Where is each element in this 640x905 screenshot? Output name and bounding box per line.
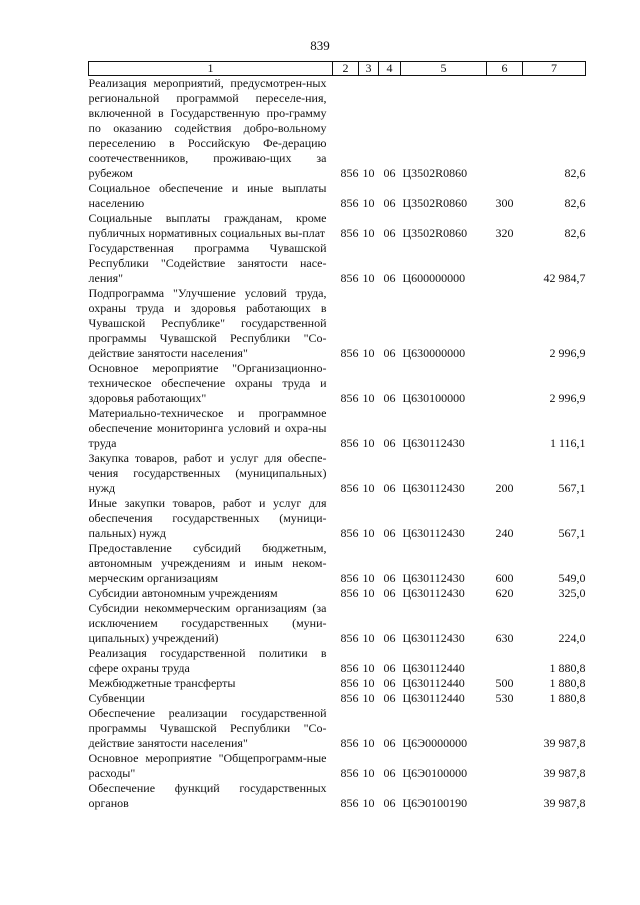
table-row bbox=[89, 76, 586, 182]
cell-expense: 600 bbox=[495, 571, 514, 585]
cell-amount: 82,6 bbox=[564, 226, 586, 240]
cell-target: Ц6Э0100190 bbox=[402, 796, 468, 810]
cell-section: 10 bbox=[362, 736, 375, 750]
cell-target: Ц3502R0860 bbox=[402, 226, 468, 240]
cell-expense bbox=[487, 706, 523, 751]
cell-target: Ц3502R0860 bbox=[402, 196, 468, 210]
header-row bbox=[89, 62, 586, 76]
cell-name: Закупка товаров, работ и услуг для обеспе-чения государственных (муниципальных) нужд bbox=[88, 451, 327, 495]
table-row bbox=[89, 361, 586, 406]
cell-name: Социальное обеспечение и иные выплаты населению bbox=[88, 181, 327, 210]
table-body bbox=[89, 76, 586, 812]
cell-expense: 500 bbox=[495, 676, 514, 690]
cell-ministry: 856 bbox=[340, 661, 359, 675]
cell-ministry: 856 bbox=[340, 391, 359, 405]
cell-section: 10 bbox=[362, 571, 375, 585]
table-header bbox=[89, 62, 586, 76]
cell-target: Ц630112430 bbox=[402, 571, 465, 585]
cell-name: Субвенции bbox=[88, 691, 145, 705]
cell-expense bbox=[487, 751, 523, 781]
cell-name: Обеспечение функций государственных органов bbox=[88, 781, 327, 810]
cell-expense: 530 bbox=[495, 691, 514, 705]
cell-expense: 200 bbox=[495, 481, 514, 495]
cell-expense bbox=[487, 361, 523, 406]
cell-target: Ц630112430 bbox=[402, 526, 465, 540]
column-header-7: 7 bbox=[523, 62, 586, 76]
cell-section: 10 bbox=[362, 661, 375, 675]
cell-expense bbox=[487, 406, 523, 451]
cell-name: Материально-техническое и программное обеспечение мониторинга условий и охра-ны труда bbox=[88, 406, 327, 450]
cell-ministry: 856 bbox=[340, 196, 359, 210]
cell-section: 10 bbox=[362, 436, 375, 450]
cell-subsection: 06 bbox=[383, 481, 396, 495]
cell-expense bbox=[487, 241, 523, 286]
cell-expense bbox=[487, 76, 523, 182]
cell-target: Ц600000000 bbox=[402, 271, 466, 285]
cell-expense: 240 bbox=[495, 526, 514, 540]
column-header-5: 5 bbox=[401, 62, 487, 76]
cell-target: Ц630112440 bbox=[402, 691, 465, 705]
cell-subsection: 06 bbox=[383, 796, 396, 810]
cell-subsection: 06 bbox=[383, 271, 396, 285]
table-row bbox=[89, 751, 586, 781]
budget-table bbox=[88, 61, 586, 811]
cell-amount: 39 987,8 bbox=[543, 796, 586, 810]
cell-subsection: 06 bbox=[383, 631, 396, 645]
cell-expense: 320 bbox=[495, 226, 514, 240]
cell-section: 10 bbox=[362, 586, 375, 600]
table-row bbox=[89, 586, 586, 601]
cell-subsection: 06 bbox=[383, 436, 396, 450]
cell-name: Реализация государственной политики в сфере охраны труда bbox=[88, 646, 327, 675]
table-row bbox=[89, 541, 586, 586]
cell-amount: 1 880,8 bbox=[549, 661, 586, 675]
cell-subsection: 06 bbox=[383, 526, 396, 540]
cell-name: Обеспечение реализации государственной программы Чувашской Республики "Со-действие занятости населения" bbox=[88, 706, 327, 750]
table-row bbox=[89, 406, 586, 451]
cell-subsection: 06 bbox=[383, 346, 396, 360]
cell-ministry: 856 bbox=[340, 586, 359, 600]
cell-section: 10 bbox=[362, 226, 375, 240]
cell-ministry: 856 bbox=[340, 271, 359, 285]
column-header-4: 4 bbox=[379, 62, 401, 76]
table-row bbox=[89, 286, 586, 361]
cell-target: Ц6Э0000000 bbox=[402, 736, 468, 750]
cell-subsection: 06 bbox=[383, 586, 396, 600]
cell-amount: 39 987,8 bbox=[543, 766, 586, 780]
cell-amount: 42 984,7 bbox=[543, 271, 586, 285]
table-row bbox=[89, 646, 586, 676]
cell-ministry: 856 bbox=[340, 571, 359, 585]
cell-target: Ц630112430 bbox=[402, 631, 465, 645]
cell-amount: 2 996,9 bbox=[549, 346, 586, 360]
cell-target: Ц630112440 bbox=[402, 676, 465, 690]
cell-name: Межбюджетные трансферты bbox=[88, 676, 236, 690]
cell-amount: 567,1 bbox=[558, 481, 586, 495]
cell-subsection: 06 bbox=[383, 166, 396, 180]
cell-section: 10 bbox=[362, 481, 375, 495]
cell-subsection: 06 bbox=[383, 391, 396, 405]
cell-subsection: 06 bbox=[383, 196, 396, 210]
cell-name: Основное мероприятие "Общепрограмм-ные расходы" bbox=[88, 751, 327, 780]
cell-section: 10 bbox=[362, 196, 375, 210]
cell-ministry: 856 bbox=[340, 226, 359, 240]
cell-section: 10 bbox=[362, 271, 375, 285]
cell-section: 10 bbox=[362, 166, 375, 180]
cell-amount: 1 116,1 bbox=[549, 436, 586, 450]
cell-amount: 82,6 bbox=[564, 196, 586, 210]
cell-name: Предоставление субсидий бюджетным, автономным учреждениям и иным неком-мерческим организациям bbox=[88, 541, 327, 585]
cell-section: 10 bbox=[362, 526, 375, 540]
cell-ministry: 856 bbox=[340, 676, 359, 690]
cell-name: Подпрограмма "Улучшение условий труда, охраны труда и здоровья работающих в Чувашской Республике" государственной программы Чувашской Республики "Со-действие занятости населения" bbox=[88, 286, 327, 360]
page-number: 839 bbox=[310, 38, 330, 53]
cell-name: Субсидии автономным учреждениям bbox=[88, 586, 278, 600]
cell-section: 10 bbox=[362, 676, 375, 690]
table-row bbox=[89, 181, 586, 211]
cell-ministry: 856 bbox=[340, 526, 359, 540]
cell-target: Ц630112430 bbox=[402, 586, 465, 600]
cell-name: Реализация мероприятий, предусмотрен-ных региональной программой переселе-ния, включенной в Государственную про-грамму по оказанию содействия добро-вольному переселению в Российскую Фе-дерацию соотечественников, проживаю-щих за рубежом bbox=[88, 76, 327, 180]
table-row bbox=[89, 676, 586, 691]
cell-subsection: 06 bbox=[383, 676, 396, 690]
cell-section: 10 bbox=[362, 691, 375, 705]
column-header-1: 1 bbox=[89, 62, 333, 76]
cell-subsection: 06 bbox=[383, 226, 396, 240]
cell-subsection: 06 bbox=[383, 736, 396, 750]
cell-amount: 82,6 bbox=[564, 166, 586, 180]
cell-amount: 549,0 bbox=[558, 571, 586, 585]
column-header-2: 2 bbox=[333, 62, 359, 76]
cell-expense: 620 bbox=[495, 586, 514, 600]
table-row bbox=[89, 451, 586, 496]
cell-ministry: 856 bbox=[340, 631, 359, 645]
cell-target: Ц630000000 bbox=[402, 346, 466, 360]
cell-ministry: 856 bbox=[340, 166, 359, 180]
cell-subsection: 06 bbox=[383, 691, 396, 705]
table-row bbox=[89, 601, 586, 646]
cell-target: Ц630112430 bbox=[402, 481, 465, 495]
cell-ministry: 856 bbox=[340, 481, 359, 495]
cell-ministry: 856 bbox=[340, 691, 359, 705]
cell-amount: 567,1 bbox=[558, 526, 586, 540]
cell-ministry: 856 bbox=[340, 796, 359, 810]
cell-target: Ц630100000 bbox=[402, 391, 466, 405]
table-row bbox=[89, 241, 586, 286]
column-header-6: 6 bbox=[487, 62, 523, 76]
cell-expense bbox=[487, 646, 523, 676]
table-row bbox=[89, 496, 586, 541]
table-row bbox=[89, 211, 586, 241]
cell-section: 10 bbox=[362, 346, 375, 360]
cell-section: 10 bbox=[362, 766, 375, 780]
cell-amount: 1 880,8 bbox=[549, 676, 586, 690]
cell-ministry: 856 bbox=[340, 766, 359, 780]
cell-section: 10 bbox=[362, 391, 375, 405]
cell-name: Государственная программа Чувашской Республики "Содействие занятости насе-ления" bbox=[88, 241, 327, 285]
cell-expense: 630 bbox=[495, 631, 514, 645]
cell-ministry: 856 bbox=[340, 436, 359, 450]
cell-target: Ц630112430 bbox=[402, 436, 465, 450]
cell-name: Основное мероприятие "Организационно-техническое обеспечение охраны труда и здоровья работающих" bbox=[88, 361, 327, 405]
cell-target: Ц3502R0860 bbox=[402, 166, 468, 180]
cell-section: 10 bbox=[362, 631, 375, 645]
cell-subsection: 06 bbox=[383, 766, 396, 780]
cell-target: Ц6Э0100000 bbox=[402, 766, 468, 780]
cell-subsection: 06 bbox=[383, 661, 396, 675]
table-row bbox=[89, 706, 586, 751]
cell-amount: 325,0 bbox=[558, 586, 586, 600]
cell-ministry: 856 bbox=[340, 736, 359, 750]
cell-name: Иные закупки товаров, работ и услуг для обеспечения государственных (муници-пальных) нужд bbox=[88, 496, 327, 540]
cell-target: Ц630112440 bbox=[402, 661, 465, 675]
cell-amount: 2 996,9 bbox=[549, 391, 586, 405]
cell-name: Социальные выплаты гражданам, кроме публичных нормативных социальных вы-плат bbox=[88, 211, 327, 240]
column-header-3: 3 bbox=[359, 62, 379, 76]
cell-amount: 1 880,8 bbox=[549, 691, 586, 705]
cell-expense: 300 bbox=[495, 196, 514, 210]
cell-section: 10 bbox=[362, 796, 375, 810]
cell-name: Субсидии некоммерческим организациям (за исключением государственных (муни-ципальных) учреждений) bbox=[88, 601, 327, 645]
cell-amount: 39 987,8 bbox=[543, 736, 586, 750]
cell-amount: 224,0 bbox=[558, 631, 586, 645]
table-row bbox=[89, 691, 586, 706]
cell-subsection: 06 bbox=[383, 571, 396, 585]
cell-expense bbox=[487, 286, 523, 361]
table-row bbox=[89, 781, 586, 811]
cell-expense bbox=[487, 781, 523, 811]
cell-ministry: 856 bbox=[340, 346, 359, 360]
